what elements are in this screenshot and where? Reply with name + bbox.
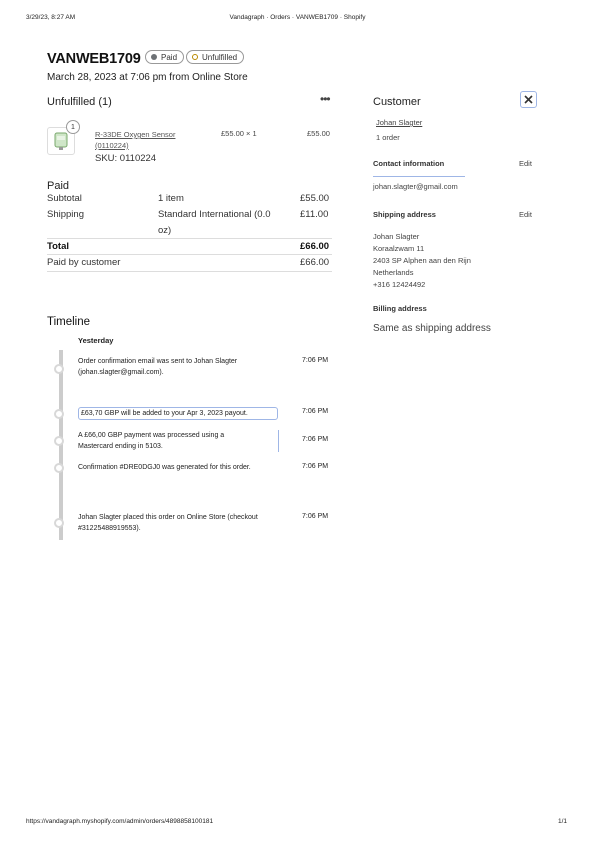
address-line: Netherlands xyxy=(373,268,414,277)
quantity-badge: 1 xyxy=(66,120,80,134)
close-button[interactable] xyxy=(520,91,537,108)
timeline-event[interactable] xyxy=(78,407,278,420)
product-name[interactable]: R-33DE Oxygen Sensor xyxy=(95,130,176,139)
total-amount: £66.00 xyxy=(300,241,330,252)
unfulfilled-heading: Unfulfilled (1) xyxy=(47,96,112,108)
divider xyxy=(47,238,332,239)
timeline-event-text: £63,70 GBP will be added to your Apr 3, 2023 payout. xyxy=(81,410,248,417)
customer-name-link[interactable]: Johan Slagter xyxy=(376,118,423,127)
total-label: Total xyxy=(47,241,69,252)
close-icon xyxy=(524,95,533,104)
timeline-dot-icon xyxy=(54,518,64,528)
timeline-event-time: 7:06 PM xyxy=(302,357,329,364)
address-line: Johan Slagter xyxy=(373,232,420,241)
product-link[interactable] xyxy=(95,129,175,151)
shipping-address xyxy=(373,231,471,291)
status-dot-icon xyxy=(151,54,157,60)
ellipsis-icon[interactable]: ••• xyxy=(320,92,330,106)
timeline-event-text: Confirmation #DRE0DGJ0 was generated for this order. xyxy=(78,464,251,471)
timeline-event-time: 7:06 PM xyxy=(302,408,329,415)
payment-status-badge xyxy=(145,50,184,64)
customer-order-count: 1 order xyxy=(376,133,400,142)
timeline-event-text: A £66,00 GBP payment was processed using a xyxy=(78,432,225,439)
shipping-label: Shipping xyxy=(47,209,84,220)
address-line: +316 12424492 xyxy=(373,280,426,289)
order-title: VANWEB1709 xyxy=(47,51,141,67)
timeline-event-text: Order confirmation email was sent to Johan Slagter xyxy=(78,358,238,365)
timeline-event-time: 7:06 PM xyxy=(302,436,329,443)
timeline-dot-icon xyxy=(54,409,64,419)
timeline-dot-icon xyxy=(54,364,64,374)
timeline-event-time: 7:06 PM xyxy=(302,463,329,470)
divider xyxy=(47,254,332,255)
timeline-event-text: #31225488919553). xyxy=(78,525,141,532)
print-page-count: 1/1 xyxy=(558,818,568,825)
divider xyxy=(373,176,465,177)
subtotal-desc: 1 item xyxy=(158,193,184,204)
timeline-dot-icon xyxy=(54,436,64,446)
customer-email[interactable]: johan.slagter@gmail.com xyxy=(373,182,458,191)
timeline-event-time: 7:06 PM xyxy=(302,513,329,520)
divider xyxy=(47,271,332,272)
timeline-event[interactable] xyxy=(78,430,279,452)
order-subtitle: March 28, 2023 at 7:06 pm from Online Store xyxy=(47,72,248,83)
paid-by-customer-label: Paid by customer xyxy=(47,257,121,268)
print-datetime: 3/29/23, 8:27 AM xyxy=(26,14,76,21)
customer-heading: Customer xyxy=(373,96,421,108)
timeline-event xyxy=(78,512,293,534)
edit-shipping-link[interactable]: Edit xyxy=(519,210,532,219)
payment-status-label: Paid xyxy=(161,52,178,62)
oxygen-sensor-icon xyxy=(52,131,70,151)
product-line-total: £55.00 xyxy=(307,129,330,138)
subtotal-label: Subtotal xyxy=(47,193,82,204)
shipping-desc-line2: oz) xyxy=(158,225,172,236)
print-page-title: Vandagraph · Orders · VANWEB1709 · Shopify xyxy=(229,14,366,21)
print-url: https://vandagraph.myshopify.com/admin/orders/4898858100181 xyxy=(26,818,214,825)
timeline-event xyxy=(78,462,293,473)
timeline-group-label: Yesterday xyxy=(78,336,114,345)
edit-contact-link[interactable]: Edit xyxy=(519,159,532,168)
subtotal-amount: £55.00 xyxy=(300,193,330,204)
billing-address-heading: Billing address xyxy=(373,304,427,313)
timeline-heading: Timeline xyxy=(47,316,91,328)
timeline-event xyxy=(78,356,293,378)
status-ring-icon xyxy=(192,54,198,60)
timeline-event-text: Johan Slagter placed this order on Online Store (checkout xyxy=(78,514,258,521)
paid-by-customer-amount: £66.00 xyxy=(300,257,330,268)
address-line: 2403 SP Alphen aan den Rijn xyxy=(373,256,471,265)
billing-address-text: Same as shipping address xyxy=(373,323,491,334)
shipping-address-heading: Shipping address xyxy=(373,210,436,219)
product-sku: SKU: 0110224 xyxy=(95,153,157,164)
fulfillment-status-badge xyxy=(186,50,244,64)
address-line: Koraalzwam 11 xyxy=(373,244,425,253)
fulfillment-status-label: Unfulfilled xyxy=(202,52,238,62)
timeline-event-text: Mastercard ending in 5103. xyxy=(78,443,163,450)
timeline-dot-icon xyxy=(54,463,64,473)
contact-info-heading: Contact information xyxy=(373,159,445,168)
product-price-qty: £55.00 × 1 xyxy=(221,129,257,138)
paid-heading: Paid xyxy=(47,180,70,192)
shipping-amount: £11.00 xyxy=(300,209,329,220)
product-code[interactable]: (0110224) xyxy=(95,141,129,150)
shipping-desc-line1: Standard International (0.0 xyxy=(158,209,271,220)
timeline-event-text: (johan.slagter@gmail.com). xyxy=(78,369,164,376)
